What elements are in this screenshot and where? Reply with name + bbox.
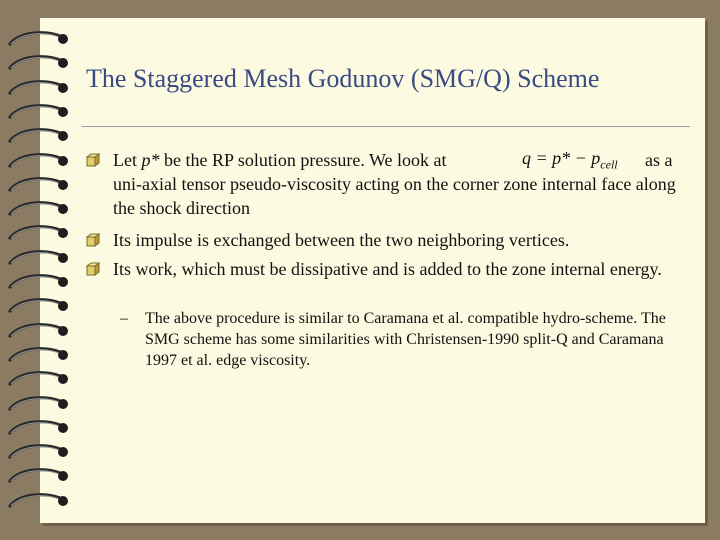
bullet-1-rest: be the RP solution pressure. We look at <box>159 150 447 170</box>
binding-ring <box>6 247 68 269</box>
bullet-2 <box>86 228 686 252</box>
bullet-2-text: Its impulse is exchanged between the two neighboring vertices. <box>113 230 570 250</box>
sub-bullet <box>120 308 680 374</box>
slide-title: The Staggered Mesh Godunov (SMG/Q) Scheme <box>86 64 600 93</box>
binding-ring <box>6 417 68 439</box>
binding-ring <box>6 150 68 172</box>
binding-ring <box>6 52 68 74</box>
bullet-cube-icon <box>86 233 102 247</box>
bullet-cube-icon <box>86 153 102 167</box>
binding-ring <box>6 174 68 196</box>
bullet-3 <box>86 257 686 305</box>
binding-ring <box>6 344 68 366</box>
sub-bullet-dash: – <box>120 310 128 327</box>
sub-bullet-text: The above procedure is similar to Caramana et al. compatible hydro-scheme. The SMG scheme has some similarities with Christensen-1990 split-Q and Caramana 1997 et al. edge viscosity. <box>145 310 666 369</box>
binding-ring <box>6 465 68 487</box>
bullet-3-text: Its work, which must be dissipative and is added to the zone internal energy. <box>113 259 662 279</box>
bullet-1-trail: as a <box>645 150 673 170</box>
binding-ring <box>6 125 68 147</box>
binding-ring <box>6 393 68 415</box>
binding-ring <box>6 222 68 244</box>
binding-ring <box>6 490 68 512</box>
formula-q <box>522 148 618 173</box>
bullet-cube-icon <box>86 262 102 276</box>
title-divider <box>82 126 690 127</box>
bullet-1-prefix: Let <box>113 150 142 170</box>
binding-ring <box>6 320 68 342</box>
bullet-1-continuation: uni-axial tensor pseudo-viscosity acting on the corner zone internal face along the shock direction <box>113 174 676 218</box>
binding-ring <box>6 101 68 123</box>
binding-ring <box>6 198 68 220</box>
formula-lhs: q = p* − p <box>522 148 601 168</box>
binding-ring <box>6 368 68 390</box>
binding-ring <box>6 28 68 50</box>
formula-subscript: cell <box>600 157 618 172</box>
binding-ring <box>6 271 68 293</box>
binding-ring <box>6 441 68 463</box>
binding-ring <box>6 77 68 99</box>
p-star-var: p* <box>141 150 160 170</box>
binding-ring <box>6 295 68 317</box>
